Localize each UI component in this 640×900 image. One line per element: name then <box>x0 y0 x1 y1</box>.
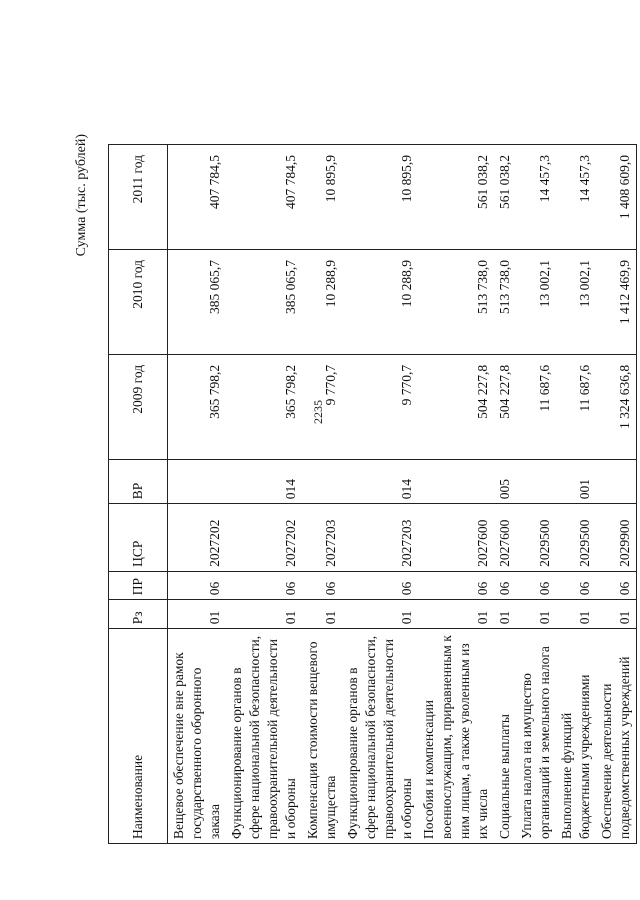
row-2010: 1 412 469,9 <box>596 249 637 354</box>
row-2011: 14 457,3 <box>516 145 556 250</box>
table-row <box>596 145 637 844</box>
row-vr: 005 <box>494 459 516 503</box>
row-rz: 01 <box>516 600 556 629</box>
row-rz: 01 <box>226 600 302 629</box>
row-csr: 2027202 <box>168 504 227 572</box>
header-name: Наименование <box>109 629 168 844</box>
row-pr: 06 <box>418 571 494 599</box>
header-2010: 2010 год <box>109 249 168 354</box>
row-name: Обеспечение деятельности подведомственных учреждений <box>596 629 637 844</box>
row-2009: 365 798,2 <box>168 354 227 459</box>
row-2009: 1 324 636,8 <box>596 354 637 459</box>
row-csr: 2027600 <box>494 504 516 572</box>
row-2011: 1 408 609,0 <box>596 145 637 250</box>
row-csr: 2029500 <box>556 504 596 572</box>
row-pr: 06 <box>556 571 596 599</box>
header-pr: ПР <box>109 571 168 599</box>
row-2011: 14 457,3 <box>556 145 596 250</box>
row-csr: 2027202 <box>226 504 302 572</box>
row-2011: 407 784,5 <box>168 145 227 250</box>
row-name: Пособия и компенсации военнослужащим, приравненным к ним лицам, а также уволенным из их числа <box>418 629 494 844</box>
row-2010: 513 738,0 <box>494 249 516 354</box>
row-pr: 06 <box>226 571 302 599</box>
header-2009: 2009 год <box>109 354 168 459</box>
row-name: Функционирование органов в сфере национальной безопасности, правоохранительной деятельности и обороны <box>226 629 302 844</box>
row-2009: 9 770,7 <box>302 354 342 459</box>
row-vr <box>418 459 494 503</box>
row-name: Вещевое обеспечение вне рамок государственного оборонного заказа <box>168 629 227 844</box>
row-2009: 11 687,6 <box>516 354 556 459</box>
row-name: Социальные выплаты <box>494 629 516 844</box>
row-2011: 10 895,9 <box>302 145 342 250</box>
row-csr: 2027203 <box>302 504 342 572</box>
header-csr: ЦСР <box>109 504 168 572</box>
row-rz: 01 <box>168 600 227 629</box>
row-rz: 01 <box>302 600 342 629</box>
table-row <box>494 145 516 844</box>
header-vr: ВР <box>109 459 168 503</box>
row-vr: 001 <box>556 459 596 503</box>
row-csr: 2029900 <box>596 504 637 572</box>
row-2011: 407 784,5 <box>226 145 302 250</box>
row-rz: 01 <box>494 600 516 629</box>
row-pr: 06 <box>516 571 556 599</box>
row-vr: 014 <box>226 459 302 503</box>
row-pr: 06 <box>494 571 516 599</box>
units-caption: Сумма (тыс. рублей) <box>74 134 89 257</box>
row-name: Функционирование органов в сфере национальной безопасности, правоохранительной деятельности и обороны <box>342 629 418 844</box>
row-name: Уплата налога на имущество организаций и земельного налога <box>516 629 556 844</box>
row-vr <box>596 459 637 503</box>
row-2010: 10 288,9 <box>302 249 342 354</box>
table-row <box>342 145 418 844</box>
row-vr <box>302 459 342 503</box>
table-row <box>516 145 556 844</box>
row-2009: 504 227,8 <box>418 354 494 459</box>
header-2011: 2011 год <box>109 145 168 250</box>
row-2009: 11 687,6 <box>556 354 596 459</box>
row-rz: 01 <box>556 600 596 629</box>
rotated-table-page <box>74 72 632 852</box>
row-vr <box>168 459 227 503</box>
table-row <box>302 145 342 844</box>
row-pr: 06 <box>596 571 637 599</box>
row-csr: 2027600 <box>418 504 494 572</box>
row-2010: 13 002,1 <box>516 249 556 354</box>
row-csr: 2029500 <box>516 504 556 572</box>
row-rz: 01 <box>342 600 418 629</box>
row-rz: 01 <box>596 600 637 629</box>
budget-table <box>108 144 637 844</box>
row-pr: 06 <box>168 571 227 599</box>
row-2011: 561 038,2 <box>494 145 516 250</box>
row-2010: 385 065,7 <box>168 249 227 354</box>
row-2010: 13 002,1 <box>556 249 596 354</box>
page-number: 2235 <box>311 400 325 424</box>
row-2010: 10 288,9 <box>342 249 418 354</box>
row-name: Компенсация стоимости вещевого имущества <box>302 629 342 844</box>
row-2009: 365 798,2 <box>226 354 302 459</box>
table-header-row <box>109 145 168 844</box>
table-row <box>168 145 227 844</box>
row-2010: 385 065,7 <box>226 249 302 354</box>
row-vr <box>516 459 556 503</box>
header-rz: Рз <box>109 600 168 629</box>
row-2011: 561 038,2 <box>418 145 494 250</box>
table-row <box>226 145 302 844</box>
row-2009: 504 227,8 <box>494 354 516 459</box>
row-name: Выполнение функций бюджетными учреждениями <box>556 629 596 844</box>
row-rz: 01 <box>418 600 494 629</box>
table-row <box>556 145 596 844</box>
row-2009: 9 770,7 <box>342 354 418 459</box>
row-vr: 014 <box>342 459 418 503</box>
row-csr: 2027203 <box>342 504 418 572</box>
row-2011: 10 895,9 <box>342 145 418 250</box>
row-pr: 06 <box>342 571 418 599</box>
table-row <box>418 145 494 844</box>
row-2010: 513 738,0 <box>418 249 494 354</box>
row-pr: 06 <box>302 571 342 599</box>
